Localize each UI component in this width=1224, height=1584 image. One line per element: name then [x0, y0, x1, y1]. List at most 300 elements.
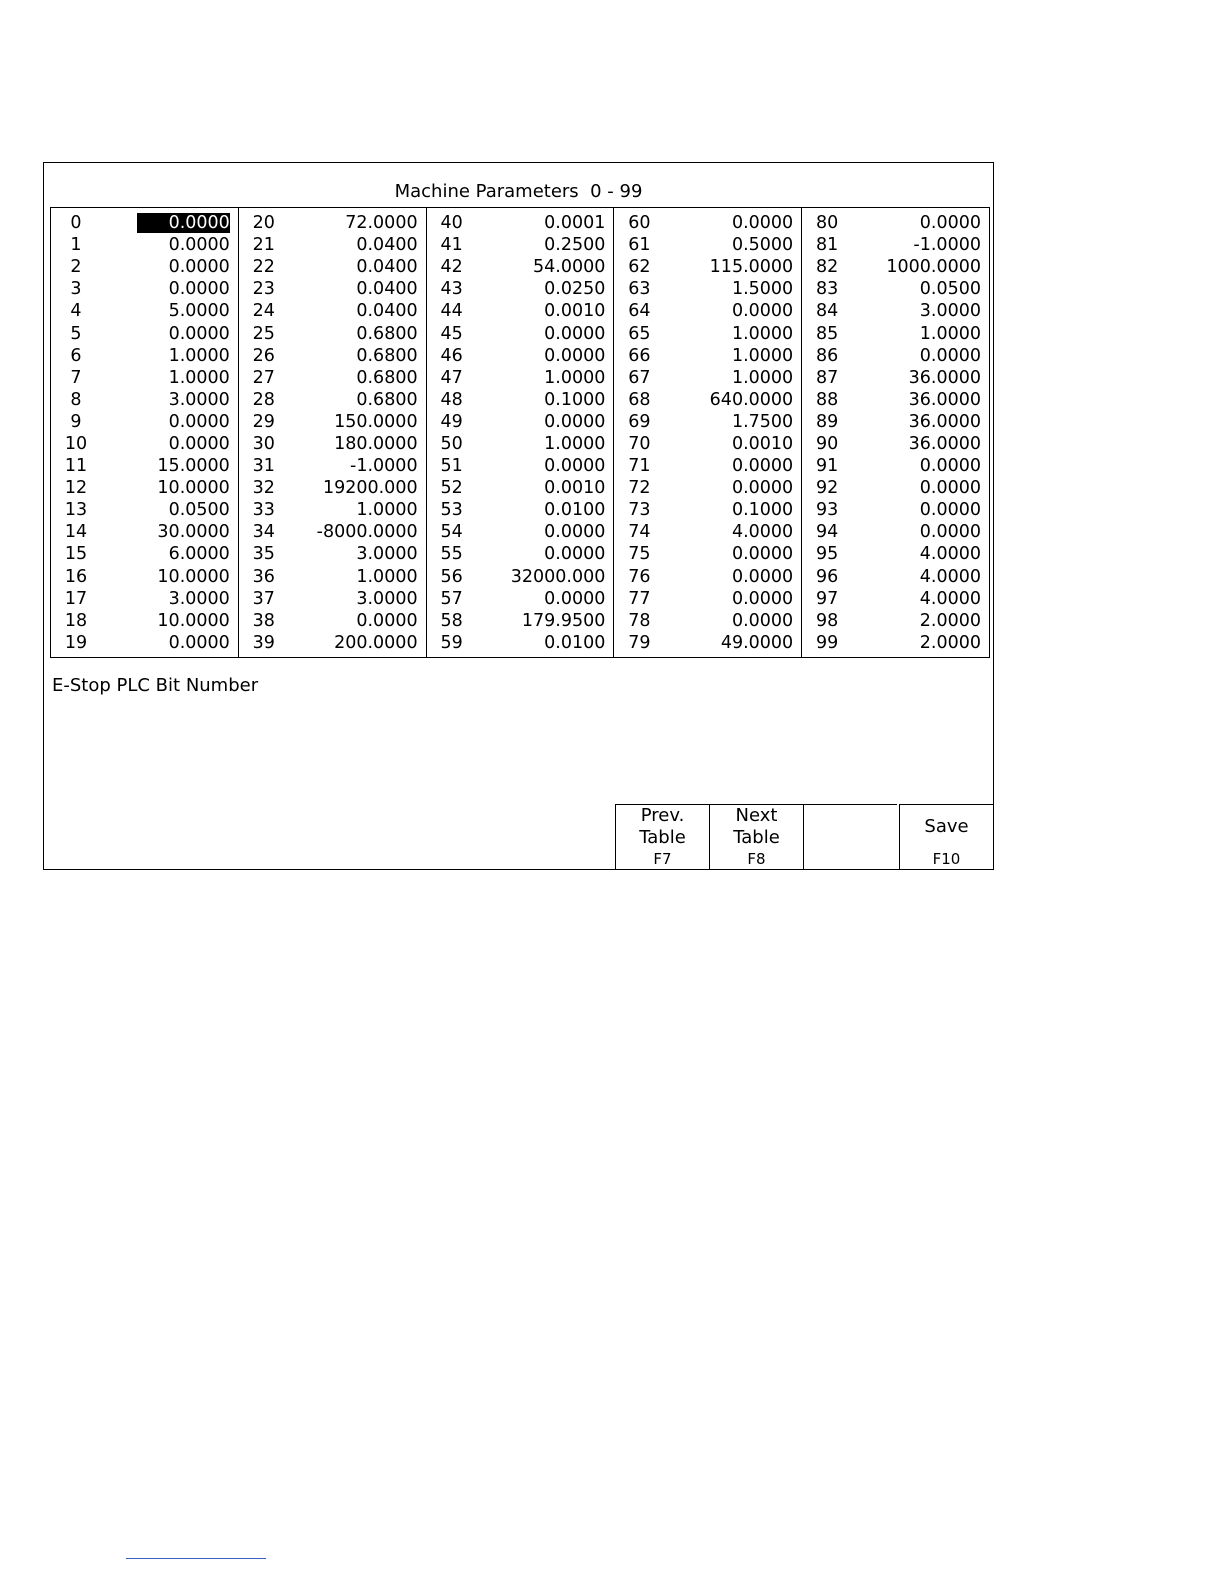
- parameter-value: 1.0000: [731, 345, 794, 366]
- parameter-row[interactable]: [614, 588, 801, 610]
- parameter-row[interactable]: [51, 256, 238, 278]
- parameter-row[interactable]: [614, 610, 801, 632]
- parameter-value-field[interactable]: [852, 434, 989, 454]
- parameter-value-field[interactable]: [852, 478, 989, 498]
- parameter-row[interactable]: [51, 411, 238, 433]
- parameter-value-field[interactable]: [477, 611, 614, 631]
- parameter-value-field[interactable]: [852, 500, 989, 520]
- parameter-row[interactable]: [427, 256, 614, 278]
- parameter-value: 0.0400: [356, 257, 418, 278]
- parameter-value: 0.0000: [731, 544, 794, 565]
- parameter-row[interactable]: [427, 455, 614, 477]
- parameter-row[interactable]: [802, 278, 989, 300]
- parameter-number: 17: [64, 588, 88, 609]
- parameter-value-field[interactable]: [664, 611, 801, 631]
- parameter-value: 3.0000: [168, 588, 230, 609]
- parameter-value-field[interactable]: [101, 522, 238, 542]
- parameter-row[interactable]: [239, 389, 426, 411]
- parameter-value-field[interactable]: [289, 500, 426, 520]
- parameter-value-field[interactable]: [664, 456, 801, 476]
- save-button[interactable]: [899, 804, 993, 869]
- parameter-value-field[interactable]: [101, 235, 238, 255]
- parameter-value-field[interactable]: [852, 544, 989, 564]
- parameter-row[interactable]: [614, 566, 801, 588]
- parameter-row[interactable]: [51, 322, 238, 344]
- parameter-row[interactable]: [51, 367, 238, 389]
- parameter-row[interactable]: [614, 234, 801, 256]
- parameter-row[interactable]: [802, 212, 989, 234]
- parameter-value-field[interactable]: [852, 412, 989, 432]
- parameter-value-field[interactable]: [101, 478, 238, 498]
- parameter-value-field[interactable]: [477, 213, 614, 233]
- parameter-value-field[interactable]: [852, 368, 989, 388]
- parameter-value: 19200.000: [322, 478, 418, 499]
- parameter-value: 0.5000: [731, 235, 794, 256]
- parameter-row[interactable]: [239, 588, 426, 610]
- parameter-value-field[interactable]: [289, 279, 426, 299]
- footer-rule: [126, 1558, 266, 1559]
- parameter-row[interactable]: [239, 322, 426, 344]
- parameter-row[interactable]: [239, 411, 426, 433]
- parameter-row[interactable]: [427, 234, 614, 256]
- parameter-row[interactable]: [51, 234, 238, 256]
- parameter-row[interactable]: [427, 389, 614, 411]
- parameter-value-field[interactable]: [664, 301, 801, 321]
- parameter-row[interactable]: [51, 477, 238, 499]
- parameter-value-field[interactable]: [101, 567, 238, 587]
- parameter-row[interactable]: [802, 499, 989, 521]
- parameter-value-field[interactable]: [289, 611, 426, 631]
- parameter-row[interactable]: [427, 322, 614, 344]
- parameter-number: 16: [64, 566, 88, 587]
- parameter-value-field[interactable]: [664, 324, 801, 344]
- parameter-row[interactable]: [427, 411, 614, 433]
- parameter-value-field[interactable]: [477, 368, 614, 388]
- parameter-row[interactable]: [614, 345, 801, 367]
- parameter-value-field[interactable]: [852, 279, 989, 299]
- parameter-value-field[interactable]: [289, 412, 426, 432]
- parameter-number: 32: [252, 478, 275, 499]
- parameter-value: 0.0000: [731, 588, 794, 609]
- parameter-row[interactable]: [802, 411, 989, 433]
- parameter-value-field[interactable]: [664, 368, 801, 388]
- parameter-value-field[interactable]: [289, 213, 426, 233]
- parameter-value-field[interactable]: [852, 456, 989, 476]
- parameter-row[interactable]: [51, 212, 238, 234]
- parameter-row[interactable]: [239, 543, 426, 565]
- parameter-value: 0.0000: [731, 610, 794, 631]
- parameter-number: 7: [70, 367, 82, 388]
- parameter-row[interactable]: [614, 521, 801, 543]
- parameter-row[interactable]: [51, 300, 238, 322]
- parameter-number: 15: [64, 544, 88, 565]
- parameter-number: 73: [628, 500, 651, 521]
- parameter-value-field[interactable]: [664, 500, 801, 520]
- parameter-row[interactable]: [802, 588, 989, 610]
- parameter-value-field[interactable]: [852, 567, 989, 587]
- parameter-row[interactable]: [51, 389, 238, 411]
- parameter-number: 95: [816, 544, 839, 565]
- parameter-value: 0.0000: [544, 588, 606, 609]
- parameter-value-field[interactable]: [289, 324, 426, 344]
- parameter-value-field[interactable]: [477, 390, 614, 410]
- parameter-value-field[interactable]: [477, 478, 614, 498]
- parameter-value-field[interactable]: [477, 544, 614, 564]
- parameter-value: 115.0000: [709, 257, 794, 278]
- parameter-value-field[interactable]: [101, 279, 238, 299]
- parameter-row[interactable]: [427, 543, 614, 565]
- parameter-value-field[interactable]: [852, 611, 989, 631]
- parameter-value-field[interactable]: [289, 567, 426, 587]
- parameter-value-field[interactable]: [664, 412, 801, 432]
- parameter-row[interactable]: [802, 234, 989, 256]
- next-table-label: Next Table: [733, 805, 780, 848]
- parameter-number: 65: [628, 323, 651, 344]
- parameter-row[interactable]: [427, 521, 614, 543]
- parameter-row[interactable]: [239, 234, 426, 256]
- parameter-number: 29: [252, 411, 275, 432]
- parameter-row[interactable]: [614, 300, 801, 322]
- parameter-row[interactable]: [51, 278, 238, 300]
- parameter-value-field[interactable]: [101, 301, 238, 321]
- parameter-value-field[interactable]: [289, 544, 426, 564]
- parameter-row[interactable]: [614, 278, 801, 300]
- parameter-number: 91: [816, 456, 839, 477]
- parameter-value-field[interactable]: [101, 324, 238, 344]
- parameter-row[interactable]: [614, 543, 801, 565]
- parameter-row[interactable]: [802, 477, 989, 499]
- parameter-row[interactable]: [614, 632, 801, 654]
- parameter-row[interactable]: [51, 610, 238, 632]
- parameter-value: 0.6800: [356, 345, 418, 366]
- parameter-value-field[interactable]: [664, 235, 801, 255]
- parameter-value: 0.0000: [168, 235, 230, 256]
- parameter-number: 88: [816, 389, 839, 410]
- parameter-row[interactable]: [614, 411, 801, 433]
- parameter-value-field[interactable]: [101, 611, 238, 631]
- selected-parameter-value-field[interactable]: [101, 213, 238, 233]
- parameter-row[interactable]: [51, 455, 238, 477]
- parameter-value: 0.0010: [731, 433, 794, 454]
- parameter-row[interactable]: [51, 632, 238, 654]
- parameter-row[interactable]: [239, 477, 426, 499]
- parameter-value-field[interactable]: [289, 235, 426, 255]
- parameter-value: 0.2500: [544, 235, 606, 256]
- parameter-value-field[interactable]: [289, 478, 426, 498]
- parameter-value: 1.0000: [356, 500, 418, 521]
- parameter-row[interactable]: [427, 433, 614, 455]
- parameter-row[interactable]: [614, 256, 801, 278]
- parameter-row[interactable]: [802, 566, 989, 588]
- parameter-number: 37: [252, 588, 275, 609]
- parameter-row[interactable]: [802, 256, 989, 278]
- parameter-row[interactable]: [239, 566, 426, 588]
- parameter-value-field[interactable]: [664, 522, 801, 542]
- parameter-number: 1: [70, 235, 82, 256]
- parameter-row[interactable]: [427, 345, 614, 367]
- parameter-value-field[interactable]: [289, 346, 426, 366]
- parameter-value: 0.1000: [544, 389, 606, 410]
- parameter-value: 0.0000: [544, 544, 606, 565]
- parameter-value: 49.0000: [720, 632, 794, 653]
- parameter-value: 180.0000: [334, 433, 418, 454]
- parameter-row[interactable]: [239, 367, 426, 389]
- parameter-row[interactable]: [51, 543, 238, 565]
- parameter-value: 1.0000: [168, 345, 230, 366]
- parameter-row[interactable]: [802, 300, 989, 322]
- parameter-value-field[interactable]: [852, 390, 989, 410]
- parameter-value-field[interactable]: [101, 412, 238, 432]
- parameter-row[interactable]: [427, 477, 614, 499]
- parameter-number: 34: [252, 522, 275, 543]
- parameter-value-field[interactable]: [477, 522, 614, 542]
- parameter-number: 54: [440, 522, 463, 543]
- parameter-number: 86: [816, 345, 839, 366]
- parameter-value: 0.0000: [731, 213, 794, 234]
- parameter-number: 35: [252, 544, 275, 565]
- parameter-column: [801, 208, 989, 657]
- parameter-value-field[interactable]: [664, 434, 801, 454]
- parameter-value-field[interactable]: [289, 368, 426, 388]
- parameter-value-field[interactable]: [101, 500, 238, 520]
- parameter-number: 66: [628, 345, 651, 366]
- parameter-row[interactable]: [51, 566, 238, 588]
- parameter-value-field[interactable]: [289, 633, 426, 653]
- parameter-value-field[interactable]: [289, 522, 426, 542]
- parameter-row[interactable]: [802, 632, 989, 654]
- parameter-number: 55: [440, 544, 463, 565]
- parameter-value-field[interactable]: [289, 434, 426, 454]
- parameter-row[interactable]: [802, 389, 989, 411]
- parameter-value: 0.0000: [168, 257, 230, 278]
- parameter-value-field[interactable]: [664, 213, 801, 233]
- parameter-number: 19: [64, 632, 88, 653]
- parameter-value-field[interactable]: [477, 567, 614, 587]
- parameter-row[interactable]: [427, 278, 614, 300]
- parameter-value-field[interactable]: [101, 633, 238, 653]
- parameter-value: 10.0000: [157, 566, 230, 587]
- parameter-number: 45: [440, 323, 463, 344]
- parameter-number: 64: [628, 301, 651, 322]
- parameter-value-field[interactable]: [477, 412, 614, 432]
- parameter-value-field[interactable]: [101, 257, 238, 277]
- parameter-number: 49: [440, 411, 463, 432]
- parameter-row[interactable]: [51, 499, 238, 521]
- parameter-number: 40: [440, 213, 463, 234]
- parameter-number: 58: [440, 610, 463, 631]
- parameter-value: 3.0000: [356, 544, 418, 565]
- parameter-number: 93: [816, 500, 839, 521]
- parameter-row[interactable]: [614, 367, 801, 389]
- parameter-number: 83: [816, 279, 839, 300]
- parameter-value: 0.0000: [919, 522, 981, 543]
- parameter-number: 20: [252, 213, 275, 234]
- parameter-value-field[interactable]: [477, 279, 614, 299]
- parameter-row[interactable]: [239, 278, 426, 300]
- parameter-value-field[interactable]: [289, 456, 426, 476]
- parameter-row[interactable]: [614, 433, 801, 455]
- parameter-row[interactable]: [802, 322, 989, 344]
- parameter-row[interactable]: [51, 588, 238, 610]
- parameter-value: 0.0000: [544, 345, 606, 366]
- parameter-row[interactable]: [239, 345, 426, 367]
- parameter-row[interactable]: [427, 367, 614, 389]
- parameter-value-field[interactable]: [101, 368, 238, 388]
- parameter-value-field[interactable]: [477, 324, 614, 344]
- parameter-value-field[interactable]: [477, 589, 614, 609]
- parameter-row[interactable]: [427, 588, 614, 610]
- parameter-row[interactable]: [427, 300, 614, 322]
- parameter-value-field[interactable]: [477, 434, 614, 454]
- parameter-row[interactable]: [614, 499, 801, 521]
- parameter-value-field[interactable]: [664, 478, 801, 498]
- save-key: F10: [932, 850, 961, 868]
- parameter-number: 21: [252, 235, 275, 256]
- parameter-row[interactable]: [614, 477, 801, 499]
- parameter-value-field[interactable]: [101, 544, 238, 564]
- parameter-value-field[interactable]: [852, 257, 989, 277]
- parameter-row[interactable]: [614, 455, 801, 477]
- parameter-value: 1.5000: [731, 279, 794, 300]
- parameter-number: 63: [628, 279, 651, 300]
- parameter-value-field[interactable]: [664, 279, 801, 299]
- parameter-value: 0.0000: [731, 301, 794, 322]
- parameter-row[interactable]: [802, 521, 989, 543]
- parameter-row[interactable]: [614, 212, 801, 234]
- parameter-row[interactable]: [802, 610, 989, 632]
- parameter-row[interactable]: [51, 433, 238, 455]
- parameter-row[interactable]: [802, 367, 989, 389]
- parameter-number: 67: [628, 367, 651, 388]
- parameter-number: 46: [440, 345, 463, 366]
- parameter-value-field[interactable]: [664, 633, 801, 653]
- parameter-row[interactable]: [239, 455, 426, 477]
- parameter-number: 72: [628, 478, 651, 499]
- parameter-value-field[interactable]: [664, 589, 801, 609]
- parameter-value-field[interactable]: [477, 456, 614, 476]
- parameter-value-field[interactable]: [477, 633, 614, 653]
- parameter-row[interactable]: [614, 389, 801, 411]
- parameter-number: 31: [252, 456, 275, 477]
- parameter-value-field[interactable]: [101, 456, 238, 476]
- parameter-value-field[interactable]: [852, 324, 989, 344]
- parameter-column: [426, 208, 614, 657]
- parameter-number: 74: [628, 522, 651, 543]
- parameter-number: 68: [628, 389, 651, 410]
- parameter-value: 0.0000: [731, 566, 794, 587]
- parameter-value-field[interactable]: [477, 346, 614, 366]
- parameter-row[interactable]: [239, 610, 426, 632]
- parameter-row[interactable]: [239, 499, 426, 521]
- parameter-row[interactable]: [239, 632, 426, 654]
- parameter-value-field[interactable]: [664, 390, 801, 410]
- parameter-value-field[interactable]: [289, 301, 426, 321]
- prev-table-button[interactable]: [615, 804, 709, 869]
- parameter-number: 14: [64, 522, 88, 543]
- parameter-value-field[interactable]: [289, 257, 426, 277]
- parameter-value-field[interactable]: [477, 235, 614, 255]
- parameter-value: 0.0010: [544, 301, 606, 322]
- parameter-row[interactable]: [427, 499, 614, 521]
- next-table-button[interactable]: [709, 804, 803, 869]
- parameter-number: 12: [64, 478, 88, 499]
- parameter-number: 48: [440, 389, 463, 410]
- parameter-row[interactable]: [614, 322, 801, 344]
- parameter-value-field[interactable]: [289, 390, 426, 410]
- prev-table-label: Prev. Table: [639, 805, 686, 848]
- parameter-row[interactable]: [239, 212, 426, 234]
- parameter-value-field[interactable]: [852, 633, 989, 653]
- parameter-value-field[interactable]: [289, 589, 426, 609]
- parameter-value-field[interactable]: [101, 589, 238, 609]
- parameter-row[interactable]: [802, 543, 989, 565]
- parameter-value: 5.0000: [168, 301, 230, 322]
- parameter-row[interactable]: [802, 455, 989, 477]
- parameter-number: 90: [816, 433, 839, 454]
- parameter-value-field[interactable]: [101, 346, 238, 366]
- parameter-value-field[interactable]: [477, 500, 614, 520]
- parameter-value-field[interactable]: [101, 434, 238, 454]
- parameter-value: 2.0000: [919, 610, 981, 631]
- parameter-row[interactable]: [239, 256, 426, 278]
- parameter-number: 39: [252, 632, 275, 653]
- parameter-value: 0.0400: [356, 235, 418, 256]
- parameter-value-field[interactable]: [852, 301, 989, 321]
- parameter-value: 0.0100: [544, 500, 606, 521]
- parameter-column: [51, 208, 238, 657]
- parameter-number: 94: [816, 522, 839, 543]
- parameter-row[interactable]: [239, 433, 426, 455]
- parameter-value-field[interactable]: [477, 301, 614, 321]
- parameter-row[interactable]: [51, 345, 238, 367]
- parameter-row[interactable]: [802, 345, 989, 367]
- parameter-value-field[interactable]: [101, 390, 238, 410]
- parameter-row[interactable]: [239, 521, 426, 543]
- parameter-value: 179.9500: [521, 610, 606, 631]
- parameter-value-field[interactable]: [852, 522, 989, 542]
- parameter-value: 36.0000: [908, 433, 981, 454]
- parameter-number: 10: [64, 433, 88, 454]
- parameter-row[interactable]: [427, 632, 614, 654]
- parameter-number: 42: [440, 257, 463, 278]
- parameter-number: 87: [816, 367, 839, 388]
- parameter-value-field[interactable]: [664, 257, 801, 277]
- parameter-row[interactable]: [427, 212, 614, 234]
- parameter-value-field[interactable]: [852, 235, 989, 255]
- parameter-row[interactable]: [802, 433, 989, 455]
- parameter-value-field[interactable]: [664, 346, 801, 366]
- parameter-row[interactable]: [239, 300, 426, 322]
- parameter-value-field[interactable]: [664, 544, 801, 564]
- parameter-value-field[interactable]: [852, 346, 989, 366]
- parameter-value: 0.0000: [919, 213, 981, 234]
- parameter-number: 85: [816, 323, 839, 344]
- parameter-value: 1.0000: [919, 323, 981, 344]
- parameter-number: 43: [440, 279, 463, 300]
- parameter-value: 0.0001: [544, 213, 606, 234]
- parameter-row[interactable]: [427, 566, 614, 588]
- parameter-row[interactable]: [427, 610, 614, 632]
- parameter-value-field[interactable]: [852, 213, 989, 233]
- parameter-number: 78: [628, 610, 651, 631]
- parameter-number: 56: [440, 566, 463, 587]
- parameter-value: 0.0000: [731, 478, 794, 499]
- parameter-row[interactable]: [51, 521, 238, 543]
- parameter-number: 75: [628, 544, 651, 565]
- parameter-value-field[interactable]: [852, 589, 989, 609]
- parameter-value-field[interactable]: [664, 567, 801, 587]
- parameter-value-field[interactable]: [477, 257, 614, 277]
